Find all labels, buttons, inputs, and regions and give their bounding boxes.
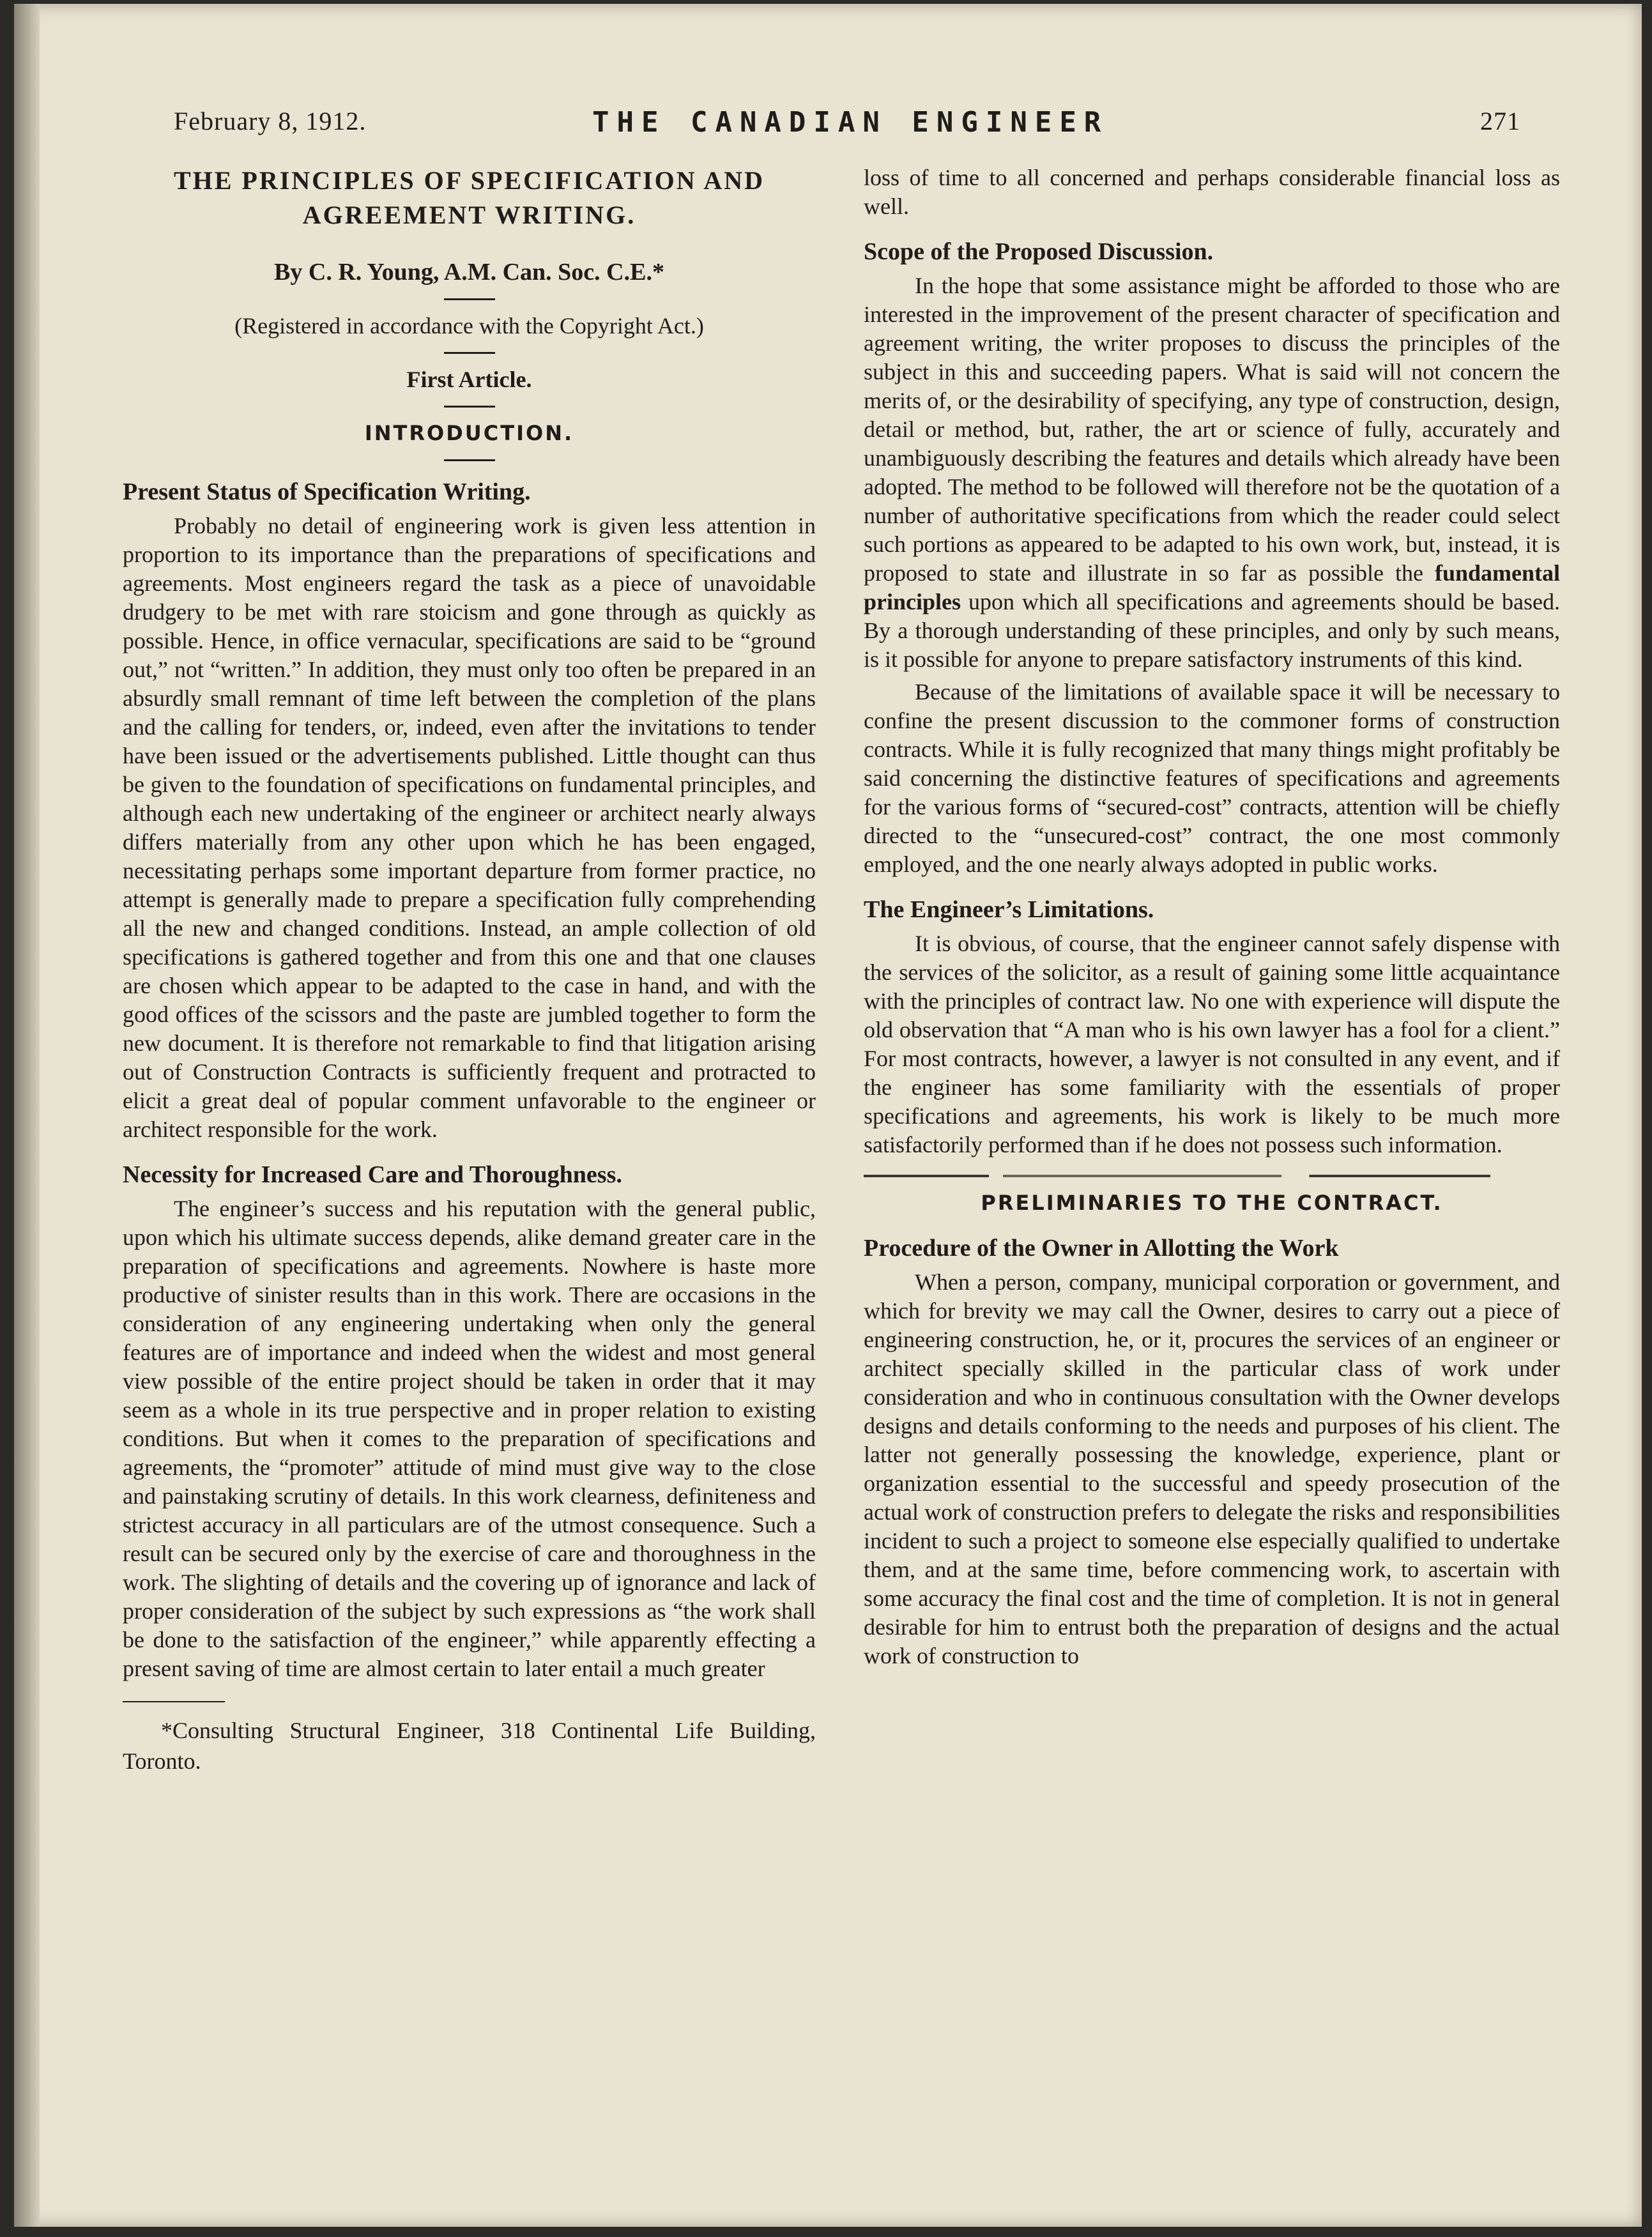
paragraph: When a person, company, municipal corporation or government, and which for brevity we may call the Owner, desires to carry out a piece of engineering construction, he, or it, procures the services of an engineer or architect specially skilled in the particular class of work under consideration and who in continuous consultation with the Owner develops designs and details conforming to the needs and purposes of his client. The latter not generally possessing the knowledge, experience, plant or organization essential to the successful and speedy prosecution of the actual work of construction prefers to delegate the risks and responsibilities incident to such a project to someone else especially qualified to undertake them, and at the same time, before commencing work, to ascertain with some accuracy the final cost and the time of completion. It is not in general desirable for him to entrust both the preparation of designs and the actual work of construction to <box>864 1269 1560 1668</box>
subheading-necessity: Necessity for Increased Care and Thoroughness. <box>123 1161 622 1188</box>
paragraph: It is obvious, of course, that the engineer cannot safely dispense with the services of the solicitor, as a result of gaining some little acquaintance with the principles of contract law. No one with experience will dispute the old observation that “A man who is his own lawyer has a fool for a client.” For most contracts, however, a lawyer is not consulted in any event, and if the engineer has some familiarity with the essentials of proper specifications and agreements, his work is likely to be much more satisfactorily performed than if he does not possess such information. <box>864 931 1560 1157</box>
section-heading-preliminaries: PRELIMINARIES TO THE CONTRACT. <box>981 1191 1443 1215</box>
bold-phrase: fundamental principles <box>864 560 1560 615</box>
right-column <box>864 164 1560 1670</box>
subheading-present-status: Present Status of Specification Writing. <box>123 478 531 505</box>
divider-rule <box>444 459 495 461</box>
left-column <box>123 164 816 1776</box>
divider-rule <box>444 352 495 354</box>
paragraph-continuation: loss of time to all concerned and perhaps considerable financial loss as well. <box>864 165 1560 219</box>
section-heading-introduction: INTRODUCTION. <box>364 421 574 445</box>
paragraph <box>864 271 1560 674</box>
article-title: THE PRINCIPLES OF SPECIFICATION AND AGREEMENT WRITING. <box>173 166 765 229</box>
subheading-limitations: The Engineer’s Limitations. <box>864 896 1154 923</box>
page-gutter-shadow <box>14 4 40 2227</box>
magazine-page <box>14 4 1642 2227</box>
footnote: *Consulting Structural Engineer, 318 Continental Life Building, Toronto. <box>123 1718 816 1774</box>
paragraph: The engineer’s success and his reputation with the general public, upon which his ultimate success depends, alike demand greater care in the preparation of specifications and agreements. Nowhere is haste more productive of sinister results than in this work. There are occasions in the consideration of any engineering undertaking when only the general features are of importance and indeed when the widest and most general view possible of the entire project should be taken in order that it may seem as a whole in its true perspective and in proper relation to existing conditions. But when it comes to the preparation of specifications and agreements, the “promoter” attitude of mind must give way to the close and painstaking scrutiny of details. In this work clearness, definiteness and strictest accuracy in all particulars are of the utmost consequence. Such a result can be secured only by the exercise of care and thoroughness in the work. The slighting of details and the covering up of ignorance and lack of proper consideration of the subject by such expressions as “the work shall be done to the satisfaction of the engineer,” while apparently effecting a present saving of time are almost certain to later entail a much greater <box>123 1196 816 1681</box>
header-page-number: 271 <box>1480 107 1520 135</box>
divider-rule <box>444 298 495 300</box>
paragraph: Because of the limitations of available space it will be necessary to confine the present discussion to the commoner forms of construction contracts. While it is fully recognized that many things might profitably be said concerning the distinctive features of specifications and agreements for the various forms of “secured-cost” contracts, attention will be chiefly directed to the “unsecured-cost” contract, the one most commonly employed, and the one nearly always adopted in public works. <box>864 679 1560 877</box>
part-label: First Article. <box>406 367 532 392</box>
copyright-note: (Registered in accordance with the Copyright Act.) <box>234 313 704 339</box>
paragraph-text: In the hope that some assistance might be afforded to those who are interested in the improvement of the present character of specification and agreement writing, the writer proposes to discuss the principles of the subject in this and succeeding papers. What is said will not concern the merits of, or the desirability of specifying, any type of construction, design, detail or method, but, rather, the art or science of fully, accurately and unambiguously describing the features and details which already have been adopted. The method to be followed will therefore not be the quotation of a number of authoritative specifications from which the reader could select such portions as appeared to be adapted to his own work, but, instead, it is proposed to state and illustrate in so far as possible the <box>864 273 1560 586</box>
footnote-rule <box>123 1701 225 1702</box>
divider-rule <box>444 406 495 408</box>
subheading-procedure: Procedure of the Owner in Allotting the Work <box>864 1235 1339 1262</box>
header-date: February 8, 1912. <box>174 107 367 135</box>
paragraph-text: upon which all specifications and agreements should be based. By a thorough understanding of these principles, and only by such means, is it possible for anyone to prepare satisfactory instruments of this kind. <box>864 589 1560 672</box>
section-divider <box>864 1175 1560 1177</box>
article-byline: By C. R. Young, A.M. Can. Soc. C.E.* <box>274 259 664 286</box>
header-journal-title: THE CANADIAN ENGINEER <box>592 106 1109 139</box>
paragraph: Probably no detail of engineering work is given less attention in proportion to its importance than the preparations of specifications and agreements. Most engineers regard the task as a piece of unavoidable drudgery to be met with rare stoicism and gone through as quickly as possible. Hence, in office vernacular, specifications are said to be “ground out,” not “written.” In addition, they must only too often be prepared in an absurdly small remnant of time left between the completion of the plans and the calling for tenders, or, indeed, even after the invitations to tender have been issued or the advertisements published. Little thought can thus be given to the foundation of specifications on fundamental principles, and although each new undertaking of the engineer or architect nearly always differs materially from any other upon which he has been engaged, necessitating perhaps some important departure from former practice, no attempt is generally made to prepare a specification fully comprehending all the new and changed conditions. Instead, an ample collection of old specifications is gathered together and from this one and that one clauses are chosen which appear to be adapted to the case in hand, and with the good offices of the scissors and the paste are jumbled together to form the new document. It is therefore not remarkable to find that litigation arising out of Construction Contracts is sufficiently frequent and protracted to elicit a great deal of popular comment unfavorable to the engineer or architect responsible for the work. <box>123 513 816 1142</box>
subheading-scope: Scope of the Proposed Discussion. <box>864 238 1214 265</box>
